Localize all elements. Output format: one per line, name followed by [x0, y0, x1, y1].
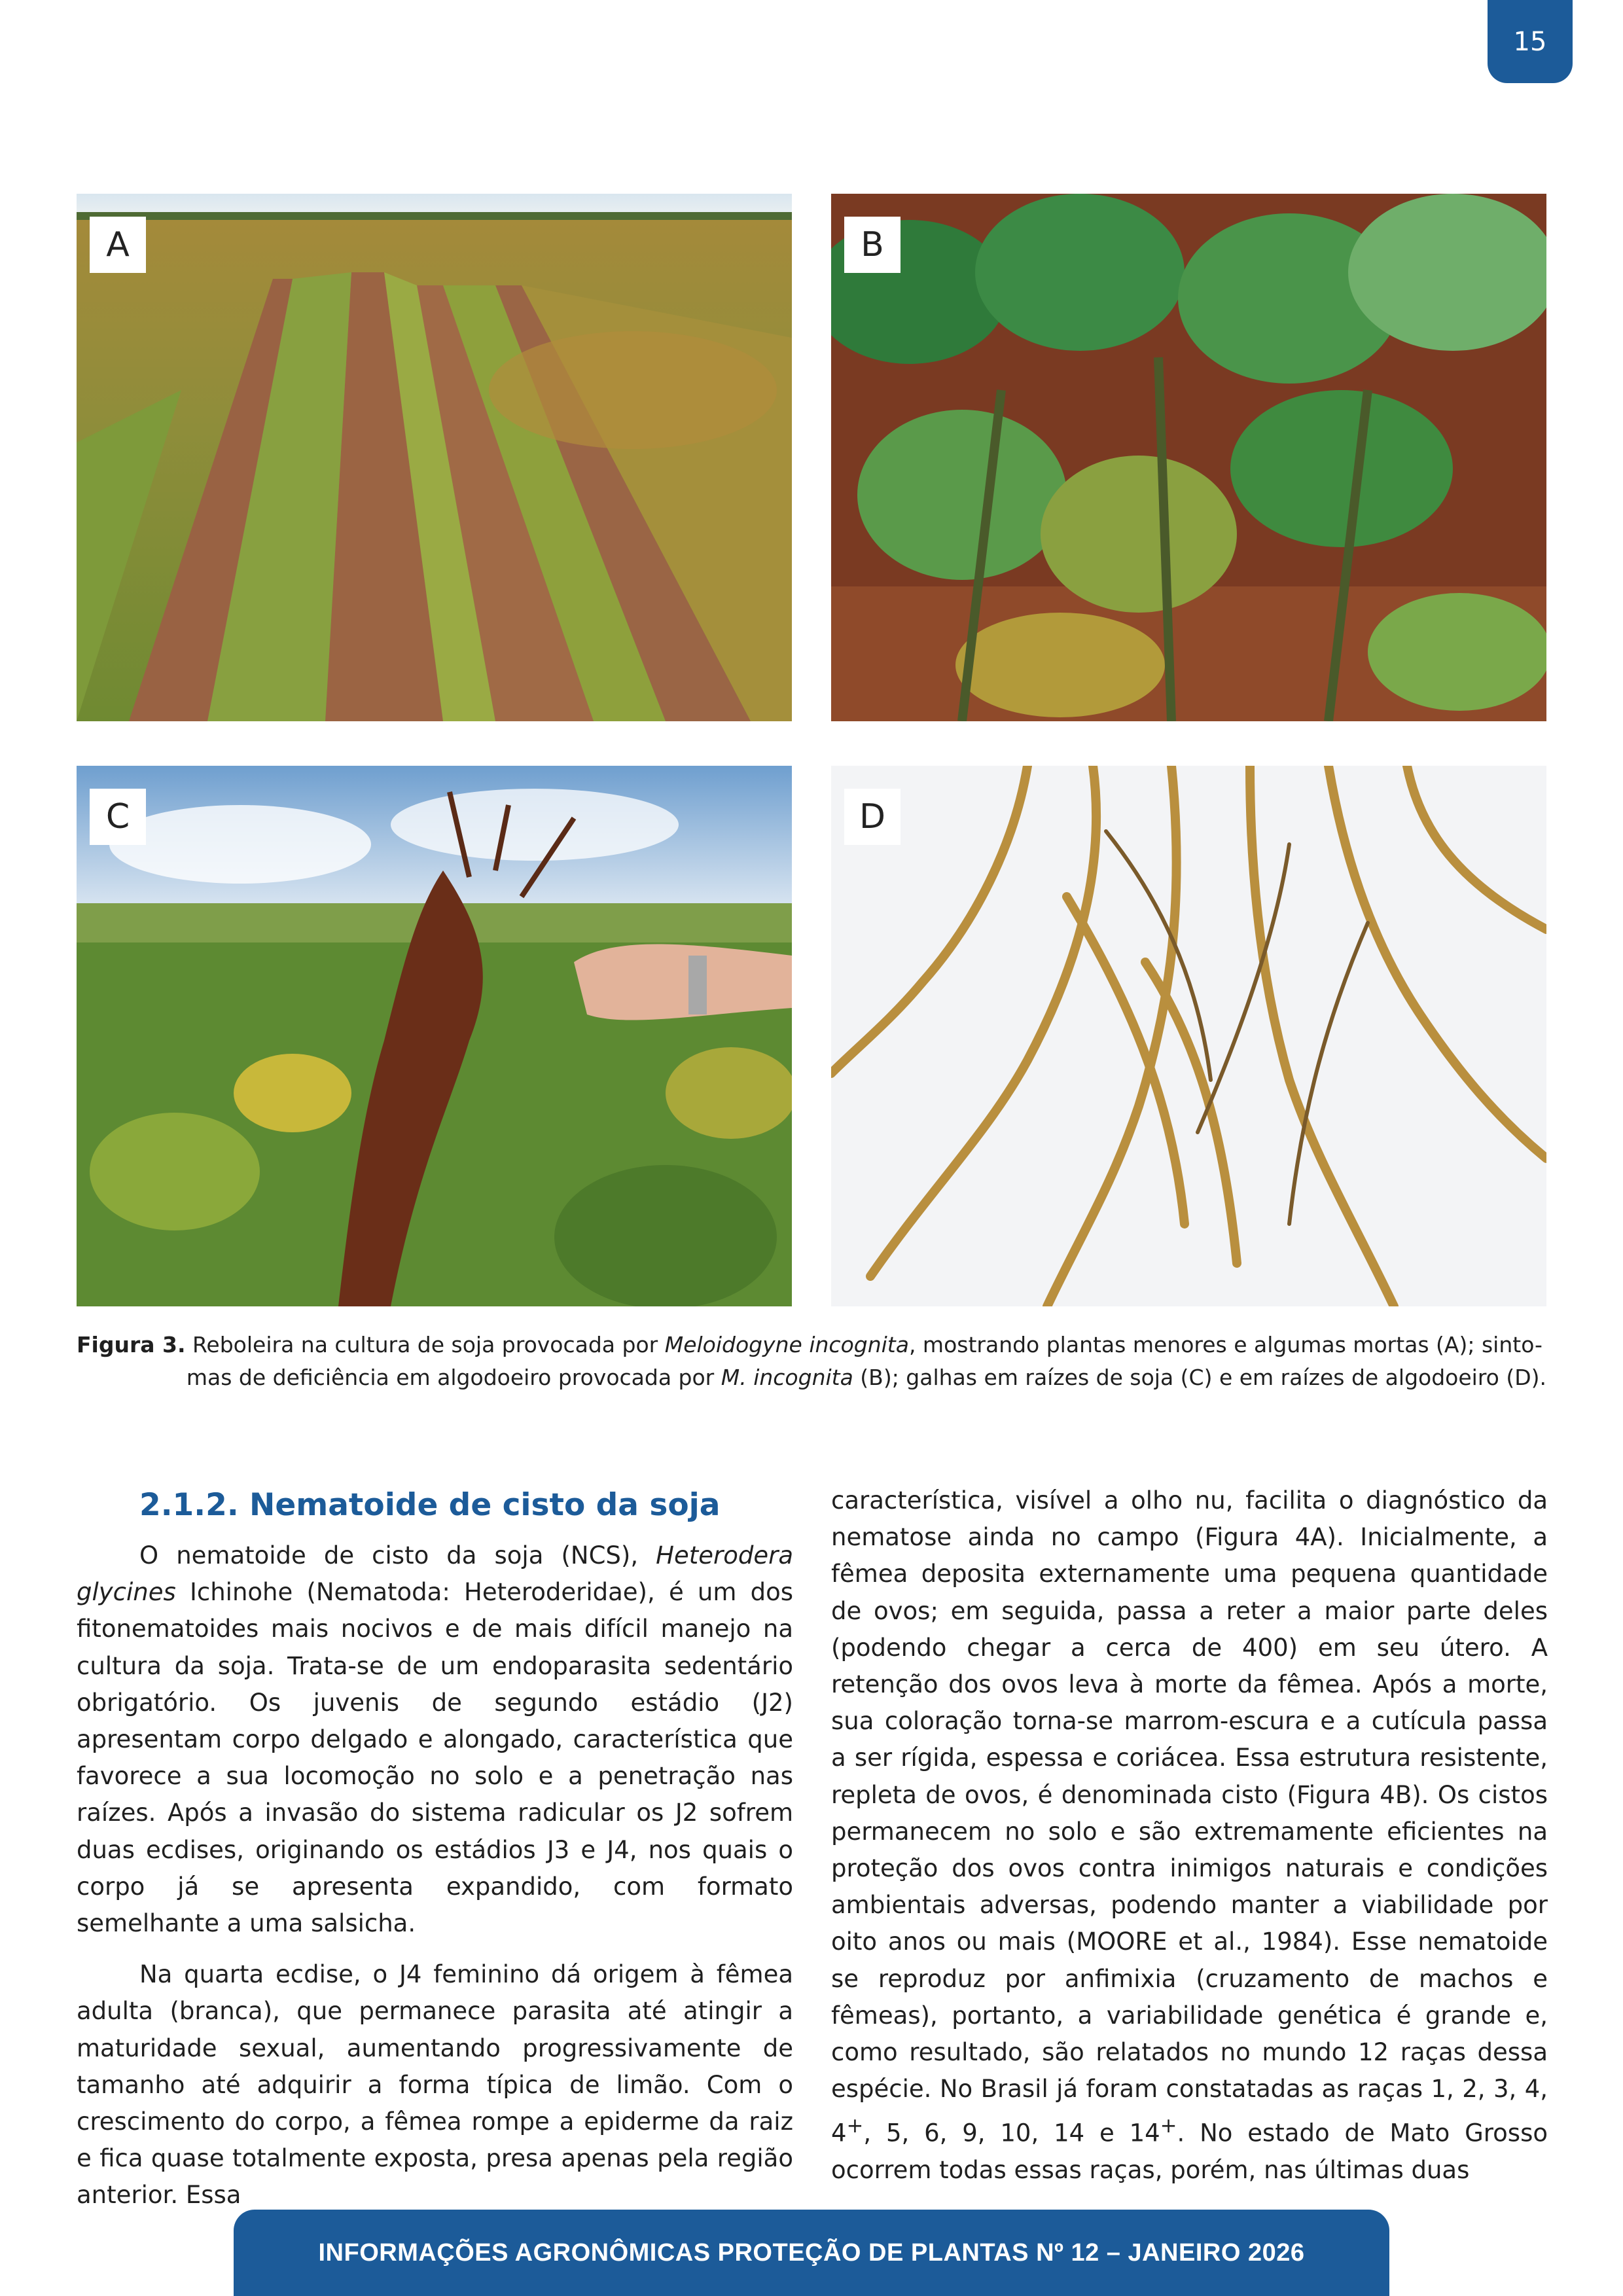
- figure-photo-d: [831, 766, 1546, 1306]
- cotton-roots-galls-photo: [831, 766, 1546, 1306]
- panel-label-a: A: [90, 217, 146, 273]
- soybean-field-photo: [77, 194, 792, 721]
- text-column-right: [831, 1482, 1548, 2203]
- paragraph-2: Na quarta ecdise, o J4 feminino dá origem à fêmea adulta (branca), que permanece parasita até atingir a maturidade sexual, aumentando progressivamente de tamanho até adquirir a forma típica de limão. Com o crescimento do corpo, a fêmea rompe a epiderme da raiz e fica quase totalmente exposta, presa apenas pela região anterior. Essa: [77, 1960, 793, 2210]
- soybean-roots-in-hand-photo: [77, 766, 792, 1306]
- panel-label-b: B: [844, 217, 901, 273]
- figure-photo-c: [77, 766, 792, 1306]
- footer-banner: [234, 2210, 1389, 2296]
- panel-label-c: C: [90, 789, 146, 845]
- footer-text: INFORMAÇÕES AGRONÔMICAS PROTEÇÃO DE PLANTAS Nº 12 – JANEIRO 2026: [318, 2238, 1305, 2267]
- text-column-left: [77, 1482, 793, 2229]
- section-title: 2.1.2. Nematoide de cisto da soja: [139, 1487, 721, 1523]
- paragraph-3: característica, visível a olho nu, facilita o diagnóstico da nematose ainda no campo (Figura 4A). Inicialmente, a fêmea deposita externamente uma pequena quantidade de ovos; em seguida, passa a reter a maior parte deles (podendo chegar a cerca de 400) em seu útero. A retenção dos ovos leva à morte da fêmea. Após a morte, sua coloração torna-se marrom-escura e a cutícula passa a ser rígida, espessa e coriácea. Essa estrutura resistente, repleta de ovos, é denominada cisto (Figura 4B). Os cistos permanecem no solo e são extremamente eficientes na proteção dos ovos contra inimigos naturais e condições ambientais adversas, podendo manter a viabilidade por oito anos ou mais (MOORE et al., 1984). Esse nematoide se reproduz por anfimixia (cruzamento de machos e fêmeas), portanto, a variabilidade genética é grande e, como resultado, são relatados no mundo 12 raças dessa espécie. No Brasil já foram constatadas as raças 1, 2, 3, 4, 4+, 5, 6, 9, 10, 14 e 14+. No estado de Mato Grosso ocorrem todas essas raças, porém, nas últimas duas: [831, 1486, 1548, 2184]
- page-number-tab: [1488, 0, 1573, 83]
- figure-photo-a: [77, 194, 792, 721]
- figure-caption: [77, 1329, 1546, 1394]
- cotton-leaves-photo: [831, 194, 1546, 721]
- page-number: 15: [1513, 26, 1547, 57]
- panel-label-d: D: [844, 789, 901, 845]
- caption-line-1: Figura 3. Reboleira na cultura de soja provocada por Meloidogyne incognita, mostrando plantas menores e algumas mortas (A); sinto-: [77, 1332, 1543, 1357]
- caption-line-2: mas de deficiência em algodoeiro provocada por M. incognita (B); galhas em raízes de soja (C) e em raízes de algodoeiro (D).: [186, 1365, 1546, 1390]
- paragraph-1: O nematoide de cisto da soja (NCS), Heterodera glycines Ichinohe (Nematoda: Heteroderidae), é um dos fitonematoides mais nocivos e de mais difícil manejo na cultura da soja. Trata-se de um endoparasita sedentário obrigatório. Os juvenis de segundo estádio (J2) apresentam corpo delgado e alongado, característica que favorece a sua locomoção no solo e a penetração nas raízes. Após a invasão do sistema radicular os J2 sofrem duas ecdises, originando os estádios J3 e J4, nos quais o corpo já se apresenta expandido, com formato semelhante a uma salsicha.: [77, 1541, 793, 1938]
- figure-photo-b: [831, 194, 1546, 721]
- caption-label: Figura 3.: [77, 1332, 186, 1357]
